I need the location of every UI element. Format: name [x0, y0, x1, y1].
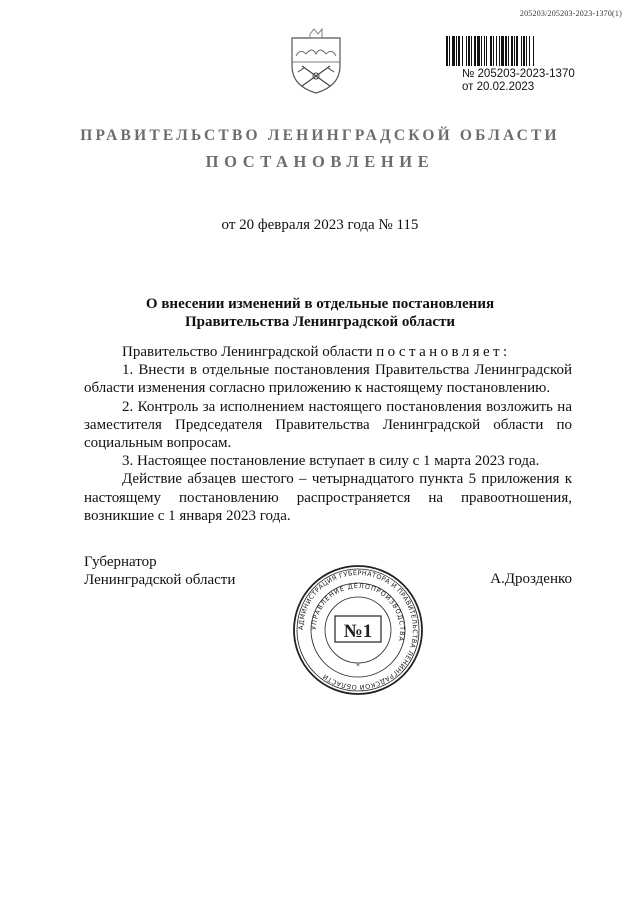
preamble	[84, 343, 572, 361]
preamble-verb: постановляет:	[376, 344, 511, 360]
registration-stamp	[462, 68, 575, 94]
official-seal-icon	[292, 564, 424, 696]
registration-number: № 205203-2023-1370	[462, 68, 575, 80]
document-type: ПОСТАНОВЛЕНИЕ	[205, 152, 435, 171]
seal-number: №1	[343, 621, 373, 642]
signatory-position-line-1: Губернатор	[84, 554, 157, 570]
signatory-position	[84, 553, 235, 589]
preamble-subject: Правительство Ленинградской области	[122, 344, 373, 360]
seal-outer-text: АДМИНИСТРАЦИЯ ГУБЕРНАТОРА И ПРАВИТЕЛЬСТВА ЛЕНИНГРАДСКОЙ ОБЛАСТИ	[296, 568, 420, 692]
seal-inner-text: УПРАВЛЕНИЕ ДЕЛОПРОИЗВОДСТВА	[309, 581, 407, 643]
barcode-icon	[446, 36, 578, 66]
paragraph-3: 3. Настоящее постановление вступает в силу с 1 марта 2023 года.	[122, 453, 540, 470]
paragraph-4: Действие абзацев шестого – четырнадцатого пункта 5 приложения к настоящему постановлению распространяется на правоотношения, возникшие с 1 января 2023 года.	[84, 471, 572, 524]
paragraph-1: 1. Внести в отдельные постановления Правительства Ленинградской области изменения согласно приложению к настоящему постановлению.	[84, 362, 572, 397]
svg-text:*: *	[356, 662, 360, 670]
signatory-name: А.Дрозденко	[490, 571, 572, 587]
registration-date: от 20.02.2023	[462, 81, 535, 93]
signatory-position-line-2: Ленинградской области	[84, 572, 236, 588]
document-subject	[0, 295, 640, 331]
paragraph-2: 2. Контроль за исполнением настоящего постановления возложить на заместителя Председателя Правительства Ленинградской области по социальным вопросам.	[84, 398, 572, 452]
document-reference: 205203/205203-2023-1370(1)	[519, 9, 622, 18]
authority-title: ПРАВИТЕЛЬСТВО ЛЕНИНГРАДСКОЙ ОБЛАСТИ	[80, 127, 560, 144]
document-date-number: от 20 февраля 2023 года № 115	[221, 217, 419, 233]
subject-line-2: Правительства Ленинградской области	[184, 314, 456, 330]
document-body	[84, 343, 572, 525]
subject-line-1: О внесении изменений в отдельные постановления	[145, 296, 495, 312]
coat-of-arms-icon	[286, 26, 346, 96]
